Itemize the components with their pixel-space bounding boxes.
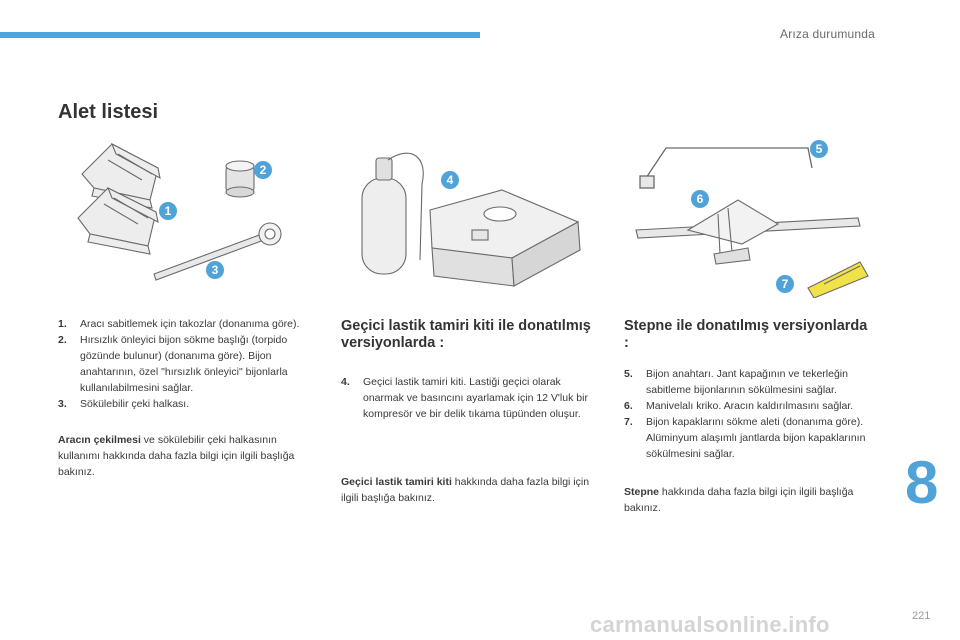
note-bold: Aracın çekilmesi — [58, 434, 141, 446]
illustration-chocks-socket-towing-eye — [72, 138, 292, 288]
towing-note — [58, 432, 320, 480]
item-number: 1. — [58, 318, 67, 330]
page-number: 221 — [912, 610, 931, 622]
wheel-brace — [640, 148, 812, 188]
sealant-bottle — [362, 153, 423, 274]
badge-1 — [159, 202, 177, 220]
badge-5 — [810, 140, 828, 158]
illustration-brace-jack-tool — [628, 138, 878, 298]
badge-4 — [441, 171, 459, 189]
section-header: Arıza durumunda — [780, 27, 876, 41]
tool-list-column — [58, 316, 320, 480]
list-item — [341, 374, 603, 422]
note-text: hakkında daha fazla bilgi için ilgili başlığa bakınız. — [624, 486, 854, 514]
note-text: ve sökülebilir çeki halkasının kullanımı hakkında daha fazla bilgi için ilgili başlığa bakınız. — [58, 434, 295, 478]
item-number: 2. — [58, 334, 67, 346]
badge-2 — [254, 161, 272, 179]
badge-4-label: 4 — [446, 173, 454, 187]
list-item — [624, 398, 872, 414]
badge-1-label: 1 — [164, 204, 172, 218]
item-number: 4. — [341, 376, 350, 388]
badge-6-label: 6 — [696, 192, 704, 206]
compressor — [430, 190, 580, 286]
page-title: Alet listesi — [58, 101, 159, 123]
item-text: Aracı sabitlemek için takozlar (donanıma göre). — [80, 318, 300, 330]
item-text: Bijon anahtarı. Jant kapağının ve tekerleğin sabitleme bijonlarının sökülmesini sağlar. — [646, 368, 848, 396]
chapter-number: 8 — [905, 449, 939, 516]
item-text: Hırsızlık önleyici bijon sökme başlığı (torpido gözünde bulunur) (donanıma göre). Bijon anahtarının, özel "hırsızlık önleyici" bijonlarla kullanılabilmesini sağlar. — [80, 334, 288, 394]
item-number: 3. — [58, 398, 67, 410]
item-text: Manivelalı kriko. Aracın kaldırılmasını sağlar. — [646, 400, 854, 412]
list-item — [624, 414, 872, 462]
anti-theft-socket — [226, 161, 254, 197]
badge-2-label: 2 — [259, 163, 267, 177]
header-accent-bar — [0, 32, 480, 38]
badge-3-label: 3 — [211, 263, 219, 277]
item-text: Sökülebilir çeki halkası. — [80, 398, 190, 410]
spare-wheel-column — [624, 318, 872, 516]
repair-kit-note — [341, 474, 603, 506]
badge-7-label: 7 — [781, 277, 789, 291]
illustration-repair-kit — [352, 140, 584, 290]
badge-5-label: 5 — [815, 142, 823, 156]
item-text: Bijon kapaklarını sökme aleti (donanıma göre). Alüminyum alaşımlı jantlarda bijon kapaklarının sökülmesini sağlar. — [646, 416, 866, 460]
bolt-cover-remover — [808, 262, 868, 298]
note-bold: Stepne — [624, 486, 660, 498]
note-text: hakkında daha fazla bilgi için ilgili başlığa bakınız. — [341, 476, 590, 504]
watermark: carmanualsonline.info — [590, 612, 830, 637]
item-number: 7. — [624, 416, 633, 428]
spare-wheel-heading: Stepne ile donatılmış versiyonlarda : — [624, 318, 868, 351]
item-text: Geçici lastik tamiri kiti. Lastiği geçici olarak onarmak ve basıncını ayarlamak için 12 V'luk bir kompresör ve bir delik tıkama tüpünden oluşur. — [363, 376, 588, 420]
badge-3 — [206, 261, 224, 279]
badge-7 — [776, 275, 794, 293]
repair-kit-column — [341, 318, 603, 506]
list-item — [58, 316, 320, 332]
list-item — [58, 396, 320, 412]
jack — [636, 200, 860, 264]
badge-6 — [691, 190, 709, 208]
spare-wheel-note — [624, 484, 872, 516]
list-item — [624, 366, 872, 398]
item-number: 6. — [624, 400, 633, 412]
list-item — [58, 332, 320, 396]
repair-kit-heading: Geçici lastik tamiri kiti ile donatılmış versiyonlarda : — [341, 318, 591, 351]
note-bold: Geçici lastik tamiri kiti — [341, 476, 452, 488]
item-number: 5. — [624, 368, 633, 380]
